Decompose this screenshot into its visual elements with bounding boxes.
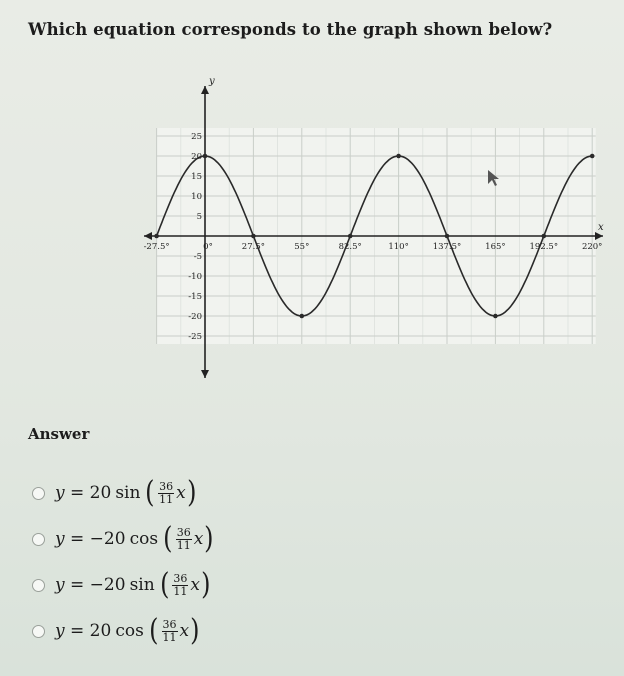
equation: y = − 20 cos ( $\frac{36}{11}$ x ) <box>55 521 214 556</box>
y-axis-arrow-down <box>201 370 209 378</box>
option-2[interactable] <box>32 516 432 562</box>
data-point <box>251 234 256 239</box>
data-point <box>396 154 401 159</box>
radio-button[interactable] <box>32 625 45 638</box>
y-tick-label: -5 <box>193 252 202 262</box>
data-point <box>445 234 450 239</box>
x-tick-label: 27.5° <box>241 242 265 252</box>
data-point <box>203 154 208 159</box>
x-tick-label: 192.5° <box>529 242 559 252</box>
y-tick-label: -10 <box>188 272 202 282</box>
question-text: Which equation corresponds to the graph shown below? <box>28 20 553 39</box>
y-axis-arrow-up <box>201 86 209 94</box>
x-tick-label: 82.5° <box>338 242 362 252</box>
x-tick-label: 165° <box>485 242 506 252</box>
equation: y = 20 sin ( $\frac{36}{11}$ x ) <box>55 475 197 510</box>
equation: y = − 20 sin ( $\frac{36}{11}$ x ) <box>55 567 211 602</box>
data-point <box>590 154 595 159</box>
option-1[interactable] <box>32 470 432 516</box>
y-tick-label: -15 <box>188 292 202 302</box>
y-tick-label: 15 <box>191 172 202 182</box>
data-point <box>300 314 305 319</box>
y-tick-label: 20 <box>191 152 202 162</box>
answer-options <box>32 470 432 654</box>
data-point <box>348 234 353 239</box>
data-point <box>493 314 498 319</box>
x-axis-arrow-left <box>144 232 152 240</box>
radio-button[interactable] <box>32 579 45 592</box>
equation: y = 20 cos ( $\frac{36}{11}$ x ) <box>55 613 200 648</box>
x-tick-label: 137.5° <box>432 242 462 252</box>
data-point <box>542 234 547 239</box>
x-tick-label: 110° <box>388 242 409 252</box>
radio-button[interactable] <box>32 533 45 546</box>
y-tick-label: -20 <box>188 312 202 322</box>
option-4[interactable] <box>32 608 432 654</box>
x-tick-label: 0° <box>203 242 213 252</box>
x-tick-label: -27.5° <box>143 242 170 252</box>
x-axis-label: x <box>598 222 604 233</box>
y-tick-label: 25 <box>191 132 202 142</box>
y-tick-label: 10 <box>191 192 202 202</box>
radio-button[interactable] <box>32 487 45 500</box>
y-tick-label: -25 <box>188 332 202 342</box>
option-3[interactable] <box>32 562 432 608</box>
x-tick-label: 55° <box>294 242 310 252</box>
answer-label: Answer <box>28 425 90 443</box>
y-axis-label: y <box>209 76 215 87</box>
data-point <box>154 234 159 239</box>
x-axis-arrow-right <box>595 232 603 240</box>
x-tick-label: 220° <box>581 242 603 252</box>
y-tick-label: 5 <box>196 212 202 222</box>
